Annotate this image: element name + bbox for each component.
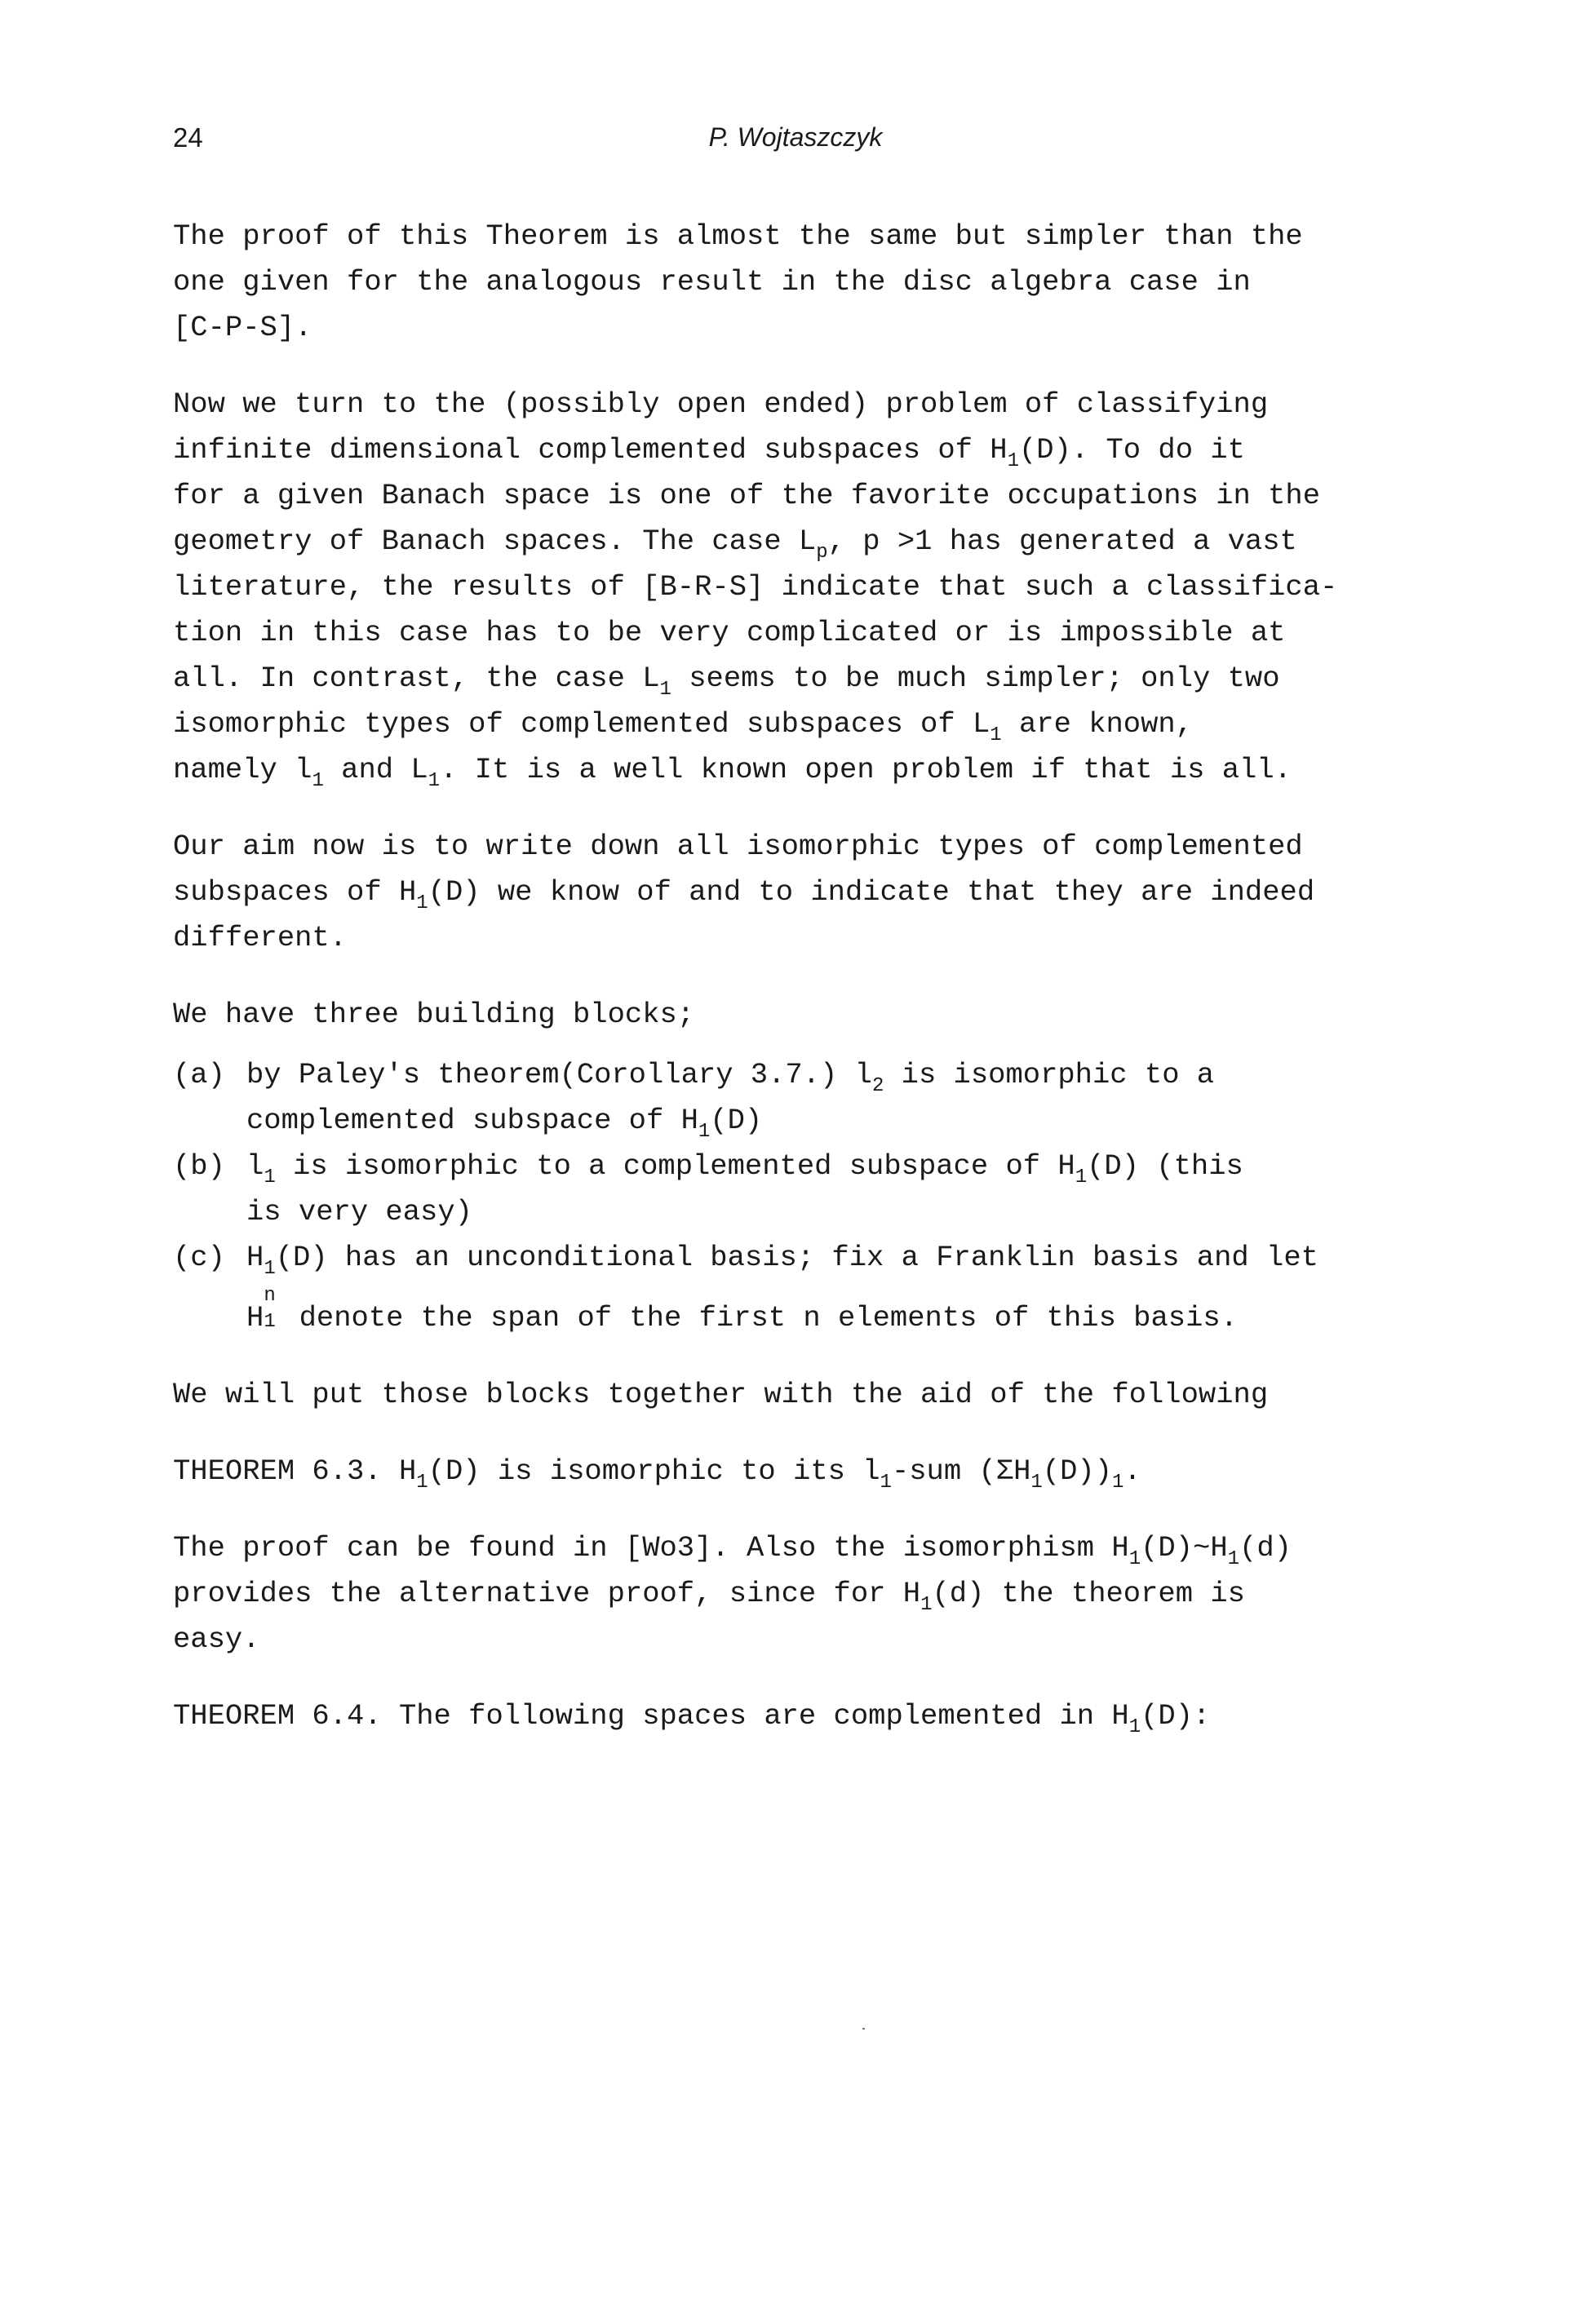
paragraph-proof-remark (173, 214, 1446, 351)
list-item-body (246, 1144, 1243, 1235)
subscript: 1 (428, 770, 441, 792)
superscript: n (264, 1285, 276, 1307)
text-line (173, 702, 1446, 747)
text-run: (D) is isomorphic to its l (428, 1454, 880, 1488)
paragraph-proof-reference (173, 1525, 1446, 1662)
text-run: , p >1 has generated a vast (827, 525, 1297, 558)
building-blocks-list (173, 1052, 1446, 1341)
text-run: geometry of Banach spaces. The case L (173, 525, 817, 558)
subscript: 1 (990, 724, 1002, 746)
list-item-a (173, 1052, 1446, 1144)
text-line (173, 870, 1446, 915)
text-run: and L (323, 753, 428, 786)
list-item-body (246, 1052, 1214, 1144)
subscript: 1 (1128, 1548, 1141, 1570)
running-head: P. Wojtaszczyk (708, 122, 883, 152)
subscript: 1 (1128, 1716, 1141, 1738)
text-line: is very easy) (246, 1195, 472, 1228)
subscript: 1 (698, 1121, 711, 1143)
paragraph-aim (173, 824, 1446, 961)
text-run: The proof can be found in [Wo3]. Also the isomorphism H (173, 1531, 1129, 1565)
text-run: provides the alternative proof, since for H (173, 1577, 921, 1610)
text-run: (D)~H (1141, 1531, 1228, 1565)
text-run: all. In contrast, the case L (173, 662, 660, 695)
text-line: for a given Banach space is one of the favorite occupations in the (173, 479, 1321, 512)
subscript: 1 (264, 1258, 276, 1280)
text-run: H (246, 1301, 264, 1335)
text-run: (D) (this (1087, 1149, 1243, 1183)
text-line: Our aim now is to write down all isomorphic types of complemented (173, 830, 1303, 863)
text-run: (d) (1239, 1531, 1292, 1565)
subscript: 2 (871, 1075, 884, 1097)
subscript: 1 (264, 1311, 276, 1333)
text-run: H (246, 1241, 264, 1274)
text-line: [C-P-S]. (173, 311, 312, 344)
subscript: 1 (1112, 1472, 1124, 1494)
text-line (173, 656, 1446, 702)
text-run: is isomorphic to a (884, 1058, 1215, 1091)
theorem-6-4 (173, 1693, 1446, 1739)
list-item-c (173, 1235, 1446, 1341)
subscript: 1 (416, 892, 428, 914)
text-run: subspaces of H (173, 875, 417, 909)
paragraph-building-blocks-intro (173, 992, 1446, 1038)
scan-speck (862, 2028, 865, 2030)
text-run: (d) the theorem is (932, 1577, 1245, 1610)
text-run: namely l (173, 753, 312, 786)
text-line (173, 1525, 1446, 1571)
text-run: (D) has an unconditional basis; fix a Franklin basis and let (275, 1241, 1318, 1274)
text-run: complemented subspace of H (246, 1104, 698, 1137)
subscript: 1 (920, 1594, 933, 1616)
text-run: . (1123, 1454, 1141, 1488)
subscript: 1 (1030, 1472, 1043, 1494)
subscript: 1 (880, 1472, 892, 1494)
text-line (173, 1571, 1446, 1617)
text-line: We have three building blocks; (173, 998, 695, 1031)
text-run: denote the span of the first n elements of this basis. (281, 1301, 1239, 1335)
subscript: 1 (416, 1472, 428, 1494)
text-run: infinite dimensional complemented subspaces of H (173, 433, 1008, 467)
text-run: -sum (ΣH (891, 1454, 1031, 1488)
text-line: Now we turn to the (possibly open ended) problem of classifying (173, 387, 1269, 421)
subscript: 1 (1075, 1166, 1088, 1189)
theorem-6-3 (173, 1449, 1446, 1494)
text-line (246, 1144, 1243, 1189)
text-line: easy. (173, 1622, 260, 1656)
text-run: (D). To do it (1018, 433, 1245, 467)
list-label: (a) (173, 1058, 225, 1091)
list-item-body (246, 1235, 1318, 1341)
paragraph-classification-problem (173, 382, 1446, 793)
subscript: 1 (264, 1166, 276, 1189)
text-run: by Paley's theorem(Corollary 3.7.) l (246, 1058, 872, 1091)
text-run: . It is a well known open problem if that is all. (440, 753, 1292, 786)
page-number: 24 (173, 122, 203, 153)
text-run: seems to be much simpler; only two (671, 662, 1280, 695)
text-line (246, 1285, 1318, 1341)
text-line: The proof of this Theorem is almost the same but simpler than the (173, 219, 1303, 253)
text-line: one given for the analogous result in the disc algebra case in (173, 265, 1251, 299)
text-line: tion in this case has to be very complicated or is impossible at (173, 616, 1286, 649)
text-line (246, 1052, 1214, 1098)
subscript: 1 (1227, 1548, 1240, 1570)
text-line (173, 1449, 1446, 1494)
text-line: different. (173, 921, 348, 954)
text-run: l (246, 1149, 264, 1183)
text-run: isomorphic types of complemented subspaces of L (173, 707, 990, 741)
text-run: (D): (1141, 1699, 1211, 1733)
subscript: p (816, 542, 828, 564)
subscript: 1 (312, 770, 324, 792)
text-line (173, 1693, 1446, 1739)
text-run: THEOREM 6.4. The following spaces are complemented in H (173, 1699, 1129, 1733)
text-run: (D) (710, 1104, 763, 1137)
list-label: (b) (173, 1149, 225, 1183)
text-line (246, 1098, 1214, 1144)
list-item-b (173, 1144, 1446, 1235)
text-line (246, 1235, 1318, 1295)
text-run: (D)) (1042, 1454, 1113, 1488)
page-body (173, 214, 1446, 1770)
text-line (173, 747, 1446, 793)
text-run: THEOREM 6.3. H (173, 1454, 417, 1488)
text-line (173, 519, 1446, 564)
text-run: (D) we know of and to indicate that they are indeed (428, 875, 1315, 909)
sup-sub-stack (264, 1285, 281, 1333)
text-line: literature, the results of [B-R-S] indicate that such a classifica- (173, 570, 1338, 604)
subscript: 1 (659, 679, 671, 701)
text-run: is isomorphic to a complemented subspace of H (275, 1149, 1075, 1183)
text-run: are known, (1001, 707, 1194, 741)
paragraph-following (173, 1372, 1446, 1418)
subscript: 1 (1007, 450, 1019, 472)
list-label: (c) (173, 1241, 225, 1274)
text-line (173, 427, 1446, 473)
text-line: We will put those blocks together with the aid of the following (173, 1378, 1269, 1411)
